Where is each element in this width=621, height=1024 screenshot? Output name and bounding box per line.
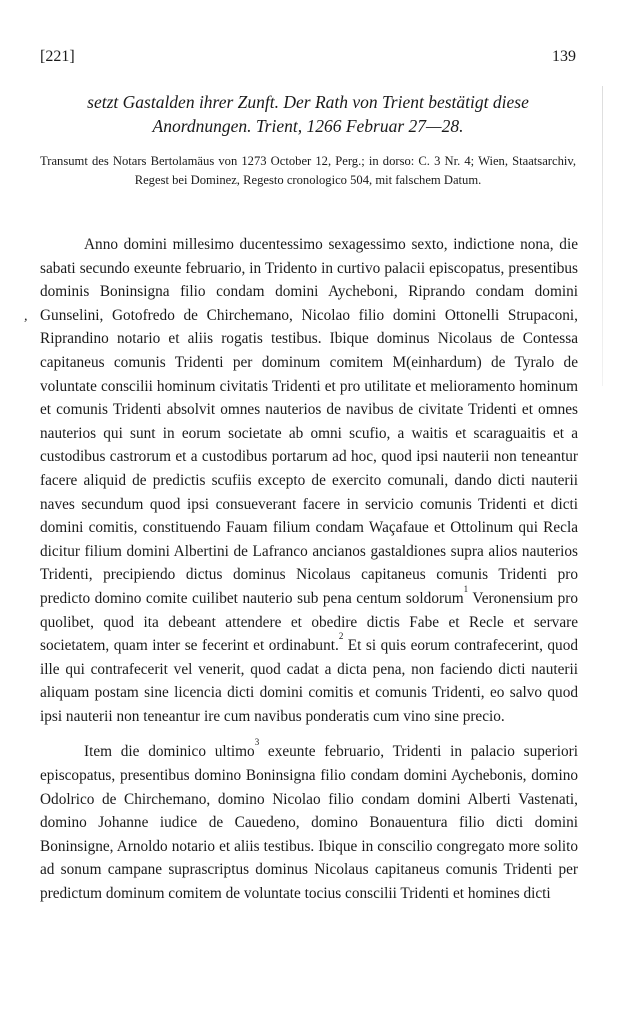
paragraph-2 xyxy=(40,737,578,905)
paragraph-1-text-a: Anno domini millesimo ducentessimo sexagessimo sexto, indictione nona, die sabati secundo exeunte februario, in Tridento in curtivo palacii episcopatus, presentibus dominis Boninsigna filio condam domini Aycheboni, Riprando condam domini Gunselini, Gotofredo de Chirchemano, Nicolao filio domini Ottonelli Strupaconi, Riprandino notario et aliis rogatis testibus. Ibique dominus Nicolaus de Contessa capitaneus comunis Tridenti per dominum comitem M(einhardum) de Tyralo de voluntate conscilii hominum civitatis Tridenti et pro utilitate et melioramento hominum et comunis Tridenti absolvit omnes nauterios de navibus de civitate Tridenti et omnes nauterios qui sunt in eorum societate ab omni scufio, a waitis et scaraguaitis et a custodibus castrorum et a custodibus portarum ad hoc, quod ipsi nauterii non teneantur facere aliquid de predictis scufiis excepto de exercito comunali, dando dicti nauterii naves secundum quod ipsi consueverant facere in servicio comunis Tridenti et dicti domini comitis, constituendo Fauam filium condam Waçafaue et Ottolinum qui Recla dicitur filium domini Albertini de Lafranco ancianos gastaldiones supra alios nauterios Tridenti, precipiendo dictus dominus Nicolaus capitaneus comunis Tridenti pro predicto domino comite cuilibet nauterio sub pena centum soldorum xyxy=(40,236,578,607)
heading-line-2: Anordnungen. Trient, 1266 Februar 27—28. xyxy=(152,116,464,136)
page-number: 139 xyxy=(552,48,576,65)
paragraph-1-text-b: Veronensium pro quolibet, quod ita debeant attendere et obedire dictis Fabe et Recle et servare societatem, quam inter se fecerint et ordinabunt. xyxy=(40,589,579,655)
heading-line-1: setzt Gastalden ihrer Zunft. Der Rath von Trient bestätigt diese xyxy=(87,92,529,112)
document-number: [221] xyxy=(40,48,75,65)
paragraph-2-text-a: Item die dominico ultimo xyxy=(84,743,255,761)
footnote-ref-1: 1 xyxy=(463,583,469,594)
document-body xyxy=(40,233,578,918)
footnote-ref-3: 3 xyxy=(254,737,260,748)
paragraph-1 xyxy=(40,233,578,728)
margin-mark: , xyxy=(24,309,28,324)
paragraph-2-text-b: exeunte februario, Tridenti in palacio superiori episcopatus, presentibus domino Boninsigna filio condam domini Aychebonis, domino Odolrico de Chirchemano, domino Nicolao filio condam domini Alberti Vastenati, domino Johanne iudice de Cauedeno, domino Bonauentura filio dicti domini Boninsigne, Arnoldo notario et aliis testibus. Ibique in conscilio congregato more solito ad sonum campane suprascriptus dominus Nicolaus capitaneus comunis Tridenti per predictum dominum comitem de voluntate tocius conscilii Tridenti et homines dicti xyxy=(40,743,578,903)
page-header xyxy=(40,48,576,66)
document-heading xyxy=(40,90,576,138)
source-note: Transumt des Notars Bertolamäus von 1273 October 12, Perg.; in dorso: C. 3 Nr. 4; Wien, Staatsarchiv, Regest bei Dominez, Regesto cronologico 504, mit falschem Datum. xyxy=(40,154,576,187)
paragraph-1-text-c: Et si quis eorum contrafecerint, quod ille qui contrafecerit vel venerit, quod cadat a dicta pena, non faciendo dicti nauterii aliquam postam sine licencia dicti domini comitis et comunis Tridenti, eo salvo quod ipsi nauterii non teneantur ire cum navibus ponderatis cum vino sine precio. xyxy=(40,637,578,725)
scan-gutter-shadow xyxy=(602,86,603,386)
footnote-ref-2: 2 xyxy=(338,631,344,642)
